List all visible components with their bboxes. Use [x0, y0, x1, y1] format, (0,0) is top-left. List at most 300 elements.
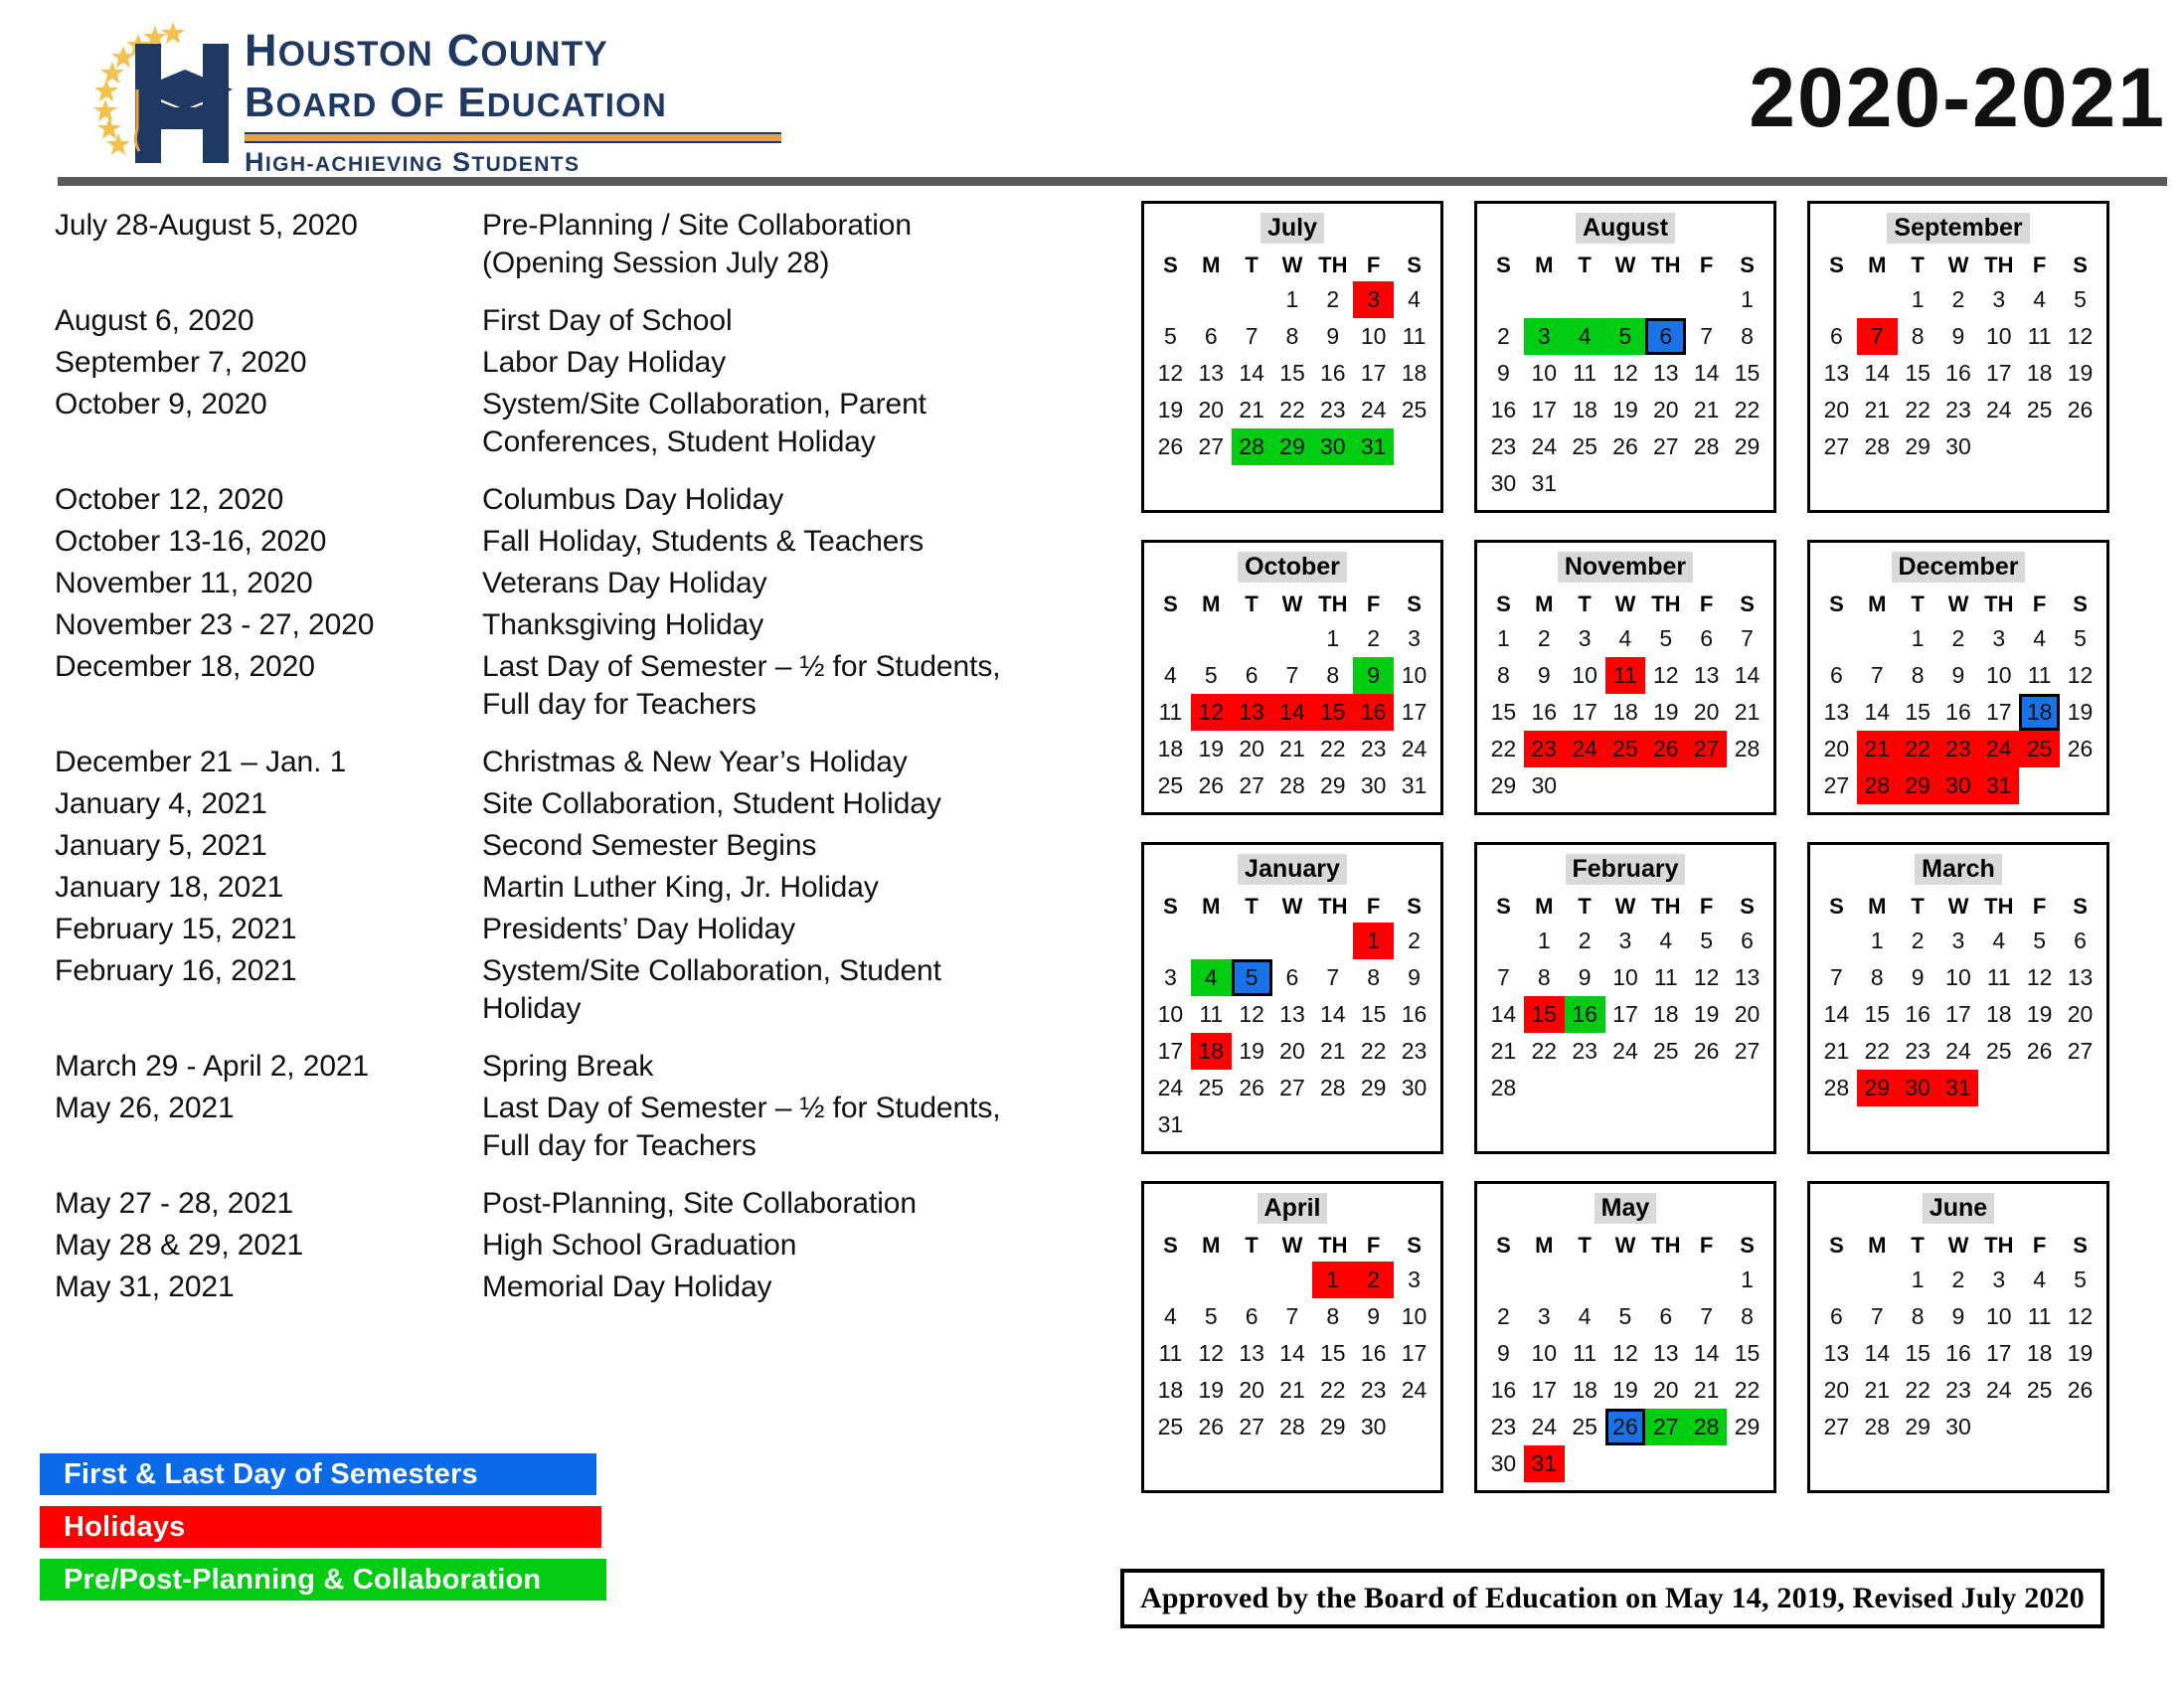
day-cell: 30 [1531, 772, 1558, 798]
day-cell: 31 [1524, 1445, 1565, 1482]
event-date: July 28-August 5, 2020 [55, 209, 358, 242]
week-row [1483, 996, 1767, 1033]
event-row [55, 744, 1108, 781]
day-cell: 2 [1911, 928, 1925, 953]
day-cell-empty [1150, 923, 1191, 959]
event-date: December 18, 2020 [55, 650, 315, 683]
day-cell: 12 [2067, 323, 2094, 349]
event-date: May 28 & 29, 2021 [55, 1229, 304, 1262]
week-row [1483, 428, 1767, 465]
event-row [55, 648, 1108, 724]
week-row [1816, 1335, 2100, 1372]
week-row [1150, 355, 1434, 392]
day-cell: 14 [1823, 1001, 1850, 1027]
day-cell: 7 [1497, 964, 1510, 990]
weekday-header: S [2073, 591, 2088, 616]
day-cell: 7 [1741, 625, 1754, 651]
day-cell: 24 [1531, 433, 1558, 459]
weekday-header: M [1868, 1233, 1887, 1258]
day-cell: 5 [2074, 625, 2087, 651]
weekday-header: T [1245, 894, 1259, 919]
day-cell: 11 [2027, 323, 2052, 349]
day-cell: 18 [2019, 694, 2060, 731]
day-cell: 16 [1531, 699, 1558, 725]
week-row [1816, 923, 2100, 959]
month-name: August [1576, 213, 1675, 244]
event-date: December 21 – Jan. 1 [55, 746, 347, 778]
day-cell: 3 [1618, 928, 1632, 953]
month-february [1474, 842, 1776, 1154]
legend-item-semester [40, 1453, 596, 1495]
day-cell-empty [1645, 1262, 1686, 1298]
weekday-header: TH [1984, 591, 2014, 616]
day-cell: 8 [1870, 964, 1884, 990]
day-cell: 5 [2074, 286, 2087, 312]
day-cell: 26 [1605, 1409, 1646, 1445]
legend-item-holiday [40, 1506, 601, 1548]
week-row [1150, 1298, 1434, 1335]
day-cell-empty [1686, 1445, 1727, 1482]
day-cell: 15 [1734, 1340, 1761, 1366]
day-cell: 12 [1653, 662, 1679, 688]
day-cell: 19 [1198, 1377, 1225, 1403]
event-description: System/Site Collaboration, Parent Conferences, Student Holiday [482, 388, 926, 458]
day-cell-empty [2019, 1409, 2060, 1445]
day-cell: 18 [1401, 360, 1428, 386]
day-cell-empty [1524, 281, 1565, 318]
day-cell: 9 [1951, 1303, 1965, 1329]
month-november [1474, 540, 1776, 815]
week-row [1816, 657, 2100, 694]
day-cell: 21 [1279, 1377, 1305, 1403]
day-cell: 14 [1320, 1001, 1346, 1027]
month-grid [1141, 201, 2110, 1520]
day-cell: 16 [1490, 1377, 1517, 1403]
day-cell: 9 [1951, 662, 1965, 688]
weekday-header: T [1578, 1233, 1592, 1258]
day-cell: 25 [2019, 731, 2060, 767]
day-cell: 19 [2026, 1001, 2053, 1027]
day-cell-empty [1816, 1262, 1857, 1298]
event-description: Last Day of Semester – ½ for Students, Full day for Teachers [482, 1092, 1001, 1162]
day-cell: 7 [1245, 323, 1259, 349]
month-table [1483, 1230, 1767, 1482]
day-cell-empty [1232, 1106, 1272, 1143]
day-cell: 27 [1823, 772, 1850, 798]
weekday-header-row [1483, 589, 1767, 620]
day-cell: 14 [1490, 1001, 1517, 1027]
day-cell: 21 [1320, 1038, 1346, 1064]
day-cell: 12 [1157, 360, 1184, 386]
week-row [1483, 1262, 1767, 1298]
day-cell: 29 [1734, 1414, 1761, 1439]
month-row [1141, 842, 2110, 1154]
day-cell: 9 [1537, 662, 1551, 688]
weekday-header: W [1947, 253, 1969, 277]
day-cell: 5 [2033, 928, 2047, 953]
day-cell: 28 [1857, 767, 1898, 804]
day-cell: 1 [1911, 625, 1925, 651]
day-cell: 30 [1945, 1414, 1971, 1439]
day-cell: 11 [1986, 964, 2011, 990]
weekday-header: W [1947, 591, 1969, 616]
week-row [1816, 355, 2100, 392]
day-cell: 14 [1864, 699, 1891, 725]
day-cell-empty [1394, 1409, 1434, 1445]
day-cell: 28 [1693, 433, 1720, 459]
event-row [55, 1090, 1108, 1165]
day-cell-empty [1645, 1070, 1686, 1106]
day-cell: 7 [1857, 318, 1898, 355]
event-description: Thanksgiving Holiday [482, 608, 764, 641]
weekday-header: W [1281, 591, 1303, 616]
day-cell-empty [1686, 1070, 1727, 1106]
day-cell-empty [1272, 1106, 1313, 1143]
day-cell: 21 [1693, 397, 1720, 422]
weekday-header-row [1150, 891, 1434, 923]
day-cell: 6 [1645, 318, 1686, 355]
day-cell: 14 [1239, 360, 1264, 386]
day-cell: 12 [1191, 694, 1232, 731]
day-cell: 21 [1239, 397, 1264, 422]
day-cell-empty [1565, 465, 1605, 502]
day-cell: 6 [1245, 1303, 1259, 1329]
day-cell: 9 [1951, 323, 1965, 349]
day-cell: 5 [2074, 1266, 2087, 1292]
month-table [1483, 589, 1767, 804]
day-cell: 27 [1653, 433, 1679, 459]
weekday-header-row [1150, 250, 1434, 281]
day-cell: 7 [1326, 964, 1340, 990]
weekday-header-row [1483, 250, 1767, 281]
weekday-header: F [2032, 591, 2047, 616]
event-description: Labor Day Holiday [482, 346, 727, 379]
month-title [1483, 1193, 1767, 1223]
day-cell: 1 [1497, 625, 1510, 651]
day-cell: 10 [1401, 1303, 1428, 1329]
day-cell: 1 [1537, 928, 1551, 953]
day-cell: 10 [1572, 662, 1597, 688]
week-row [1150, 731, 1434, 767]
weekday-header: TH [1984, 1233, 2014, 1258]
day-cell: 18 [1191, 1033, 1232, 1070]
month-row [1141, 201, 2110, 513]
month-july [1141, 201, 1443, 513]
day-cell: 25 [1572, 433, 1597, 459]
weekday-header: S [1407, 894, 1422, 919]
weekday-header: T [1578, 591, 1592, 616]
day-cell-empty [1605, 281, 1646, 318]
day-cell: 27 [2067, 1038, 2094, 1064]
day-cell-empty [1150, 281, 1191, 318]
week-row [1150, 318, 1434, 355]
day-cell: 11 [1199, 1001, 1224, 1027]
day-cell: 15 [1905, 1340, 1931, 1366]
day-cell-empty [1191, 620, 1232, 657]
day-cell: 6 [1830, 1303, 1843, 1329]
weekday-header: W [1947, 1233, 1969, 1258]
day-cell: 12 [2026, 964, 2053, 990]
month-march [1807, 842, 2109, 1154]
day-cell: 11 [1402, 323, 1427, 349]
day-cell: 12 [2067, 662, 2094, 688]
day-cell-empty [1816, 923, 1857, 959]
day-cell: 5 [1204, 1303, 1218, 1329]
weekday-header: TH [1318, 894, 1348, 919]
day-cell: 23 [1360, 1377, 1387, 1403]
day-cell: 13 [1239, 1340, 1264, 1366]
legend [40, 1453, 636, 1611]
day-cell-empty [1565, 1070, 1605, 1106]
weekday-header: M [1535, 591, 1554, 616]
event-row [55, 1185, 1108, 1223]
month-title [1150, 854, 1434, 884]
day-cell: 24 [1612, 1038, 1638, 1064]
weekday-header: T [1578, 894, 1592, 919]
month-table [1150, 1230, 1434, 1445]
event-list [55, 207, 1108, 1310]
weekday-header: M [1868, 253, 1887, 277]
day-cell: 19 [1239, 1038, 1264, 1064]
day-cell: 28 [1232, 428, 1272, 465]
month-row [1141, 1181, 2110, 1493]
day-cell: 13 [1693, 662, 1720, 688]
day-cell: 28 [1734, 736, 1761, 761]
day-cell: 23 [1320, 397, 1346, 422]
day-cell: 12 [1239, 1001, 1264, 1027]
day-cell-empty [1394, 1106, 1434, 1143]
day-cell: 26 [1239, 1075, 1264, 1100]
day-cell: 2 [1578, 928, 1592, 953]
weekday-header-row [1150, 1230, 1434, 1262]
month-title [1816, 213, 2100, 243]
day-cell: 23 [1524, 731, 1565, 767]
weekday-header-row [1816, 891, 2100, 923]
day-cell: 23 [1945, 397, 1971, 422]
day-cell: 24 [1986, 1377, 2012, 1403]
event-row [55, 344, 1108, 382]
weekday-header: W [1281, 1233, 1303, 1258]
weekday-header: F [2032, 1233, 2047, 1258]
day-cell: 15 [1864, 1001, 1891, 1027]
week-row [1816, 694, 2100, 731]
event-description: Presidents’ Day Holiday [482, 913, 796, 945]
day-cell: 17 [1531, 1377, 1558, 1403]
day-cell: 13 [1653, 360, 1679, 386]
month-title [1150, 1193, 1434, 1223]
day-cell: 18 [1572, 1377, 1597, 1403]
day-cell: 9 [1326, 323, 1340, 349]
day-cell: 26 [2067, 397, 2094, 422]
day-cell: 4 [2033, 625, 2047, 651]
day-cell: 19 [1612, 1377, 1638, 1403]
month-table [1483, 250, 1767, 502]
day-cell: 24 [1565, 731, 1605, 767]
weekday-header: S [1829, 253, 1844, 277]
day-cell: 31 [1157, 1111, 1184, 1137]
weekday-header: TH [1318, 1233, 1348, 1258]
day-cell-empty [1727, 767, 1767, 804]
week-row [1483, 694, 1767, 731]
day-cell: 16 [1353, 694, 1394, 731]
day-cell: 18 [1157, 1377, 1184, 1403]
week-row [1150, 1033, 1434, 1070]
day-cell: 13 [1823, 699, 1850, 725]
day-cell: 6 [1741, 928, 1754, 953]
day-cell-empty [1524, 1262, 1565, 1298]
day-cell: 20 [1198, 397, 1225, 422]
week-row [1150, 1070, 1434, 1106]
day-cell: 24 [1360, 397, 1387, 422]
day-cell: 8 [1537, 964, 1551, 990]
day-cell: 19 [2067, 1340, 2094, 1366]
week-row [1816, 996, 2100, 1033]
day-cell: 17 [1360, 360, 1387, 386]
event-date: May 31, 2021 [55, 1270, 235, 1303]
day-cell: 17 [1401, 699, 1428, 725]
event-date: January 5, 2021 [55, 829, 267, 862]
week-row [1483, 392, 1767, 428]
event-date: March 29 - April 2, 2021 [55, 1050, 370, 1083]
event-date: October 9, 2020 [55, 388, 267, 421]
event-description: Martin Luther King, Jr. Holiday [482, 871, 879, 904]
event-date: May 26, 2021 [55, 1092, 235, 1124]
day-cell: 17 [1401, 1340, 1428, 1366]
weekday-header: S [1496, 1233, 1511, 1258]
day-cell: 22 [1531, 1038, 1558, 1064]
logo-mark-icon [78, 18, 237, 165]
day-cell-empty [1191, 923, 1232, 959]
day-cell-empty [1483, 281, 1524, 318]
day-cell-empty [1312, 1106, 1353, 1143]
month-name: July [1260, 213, 1324, 244]
day-cell: 1 [1326, 625, 1340, 651]
day-cell: 20 [1653, 1377, 1679, 1403]
day-cell: 29 [1272, 428, 1313, 465]
day-cell: 25 [2026, 1377, 2053, 1403]
month-name: November [1558, 552, 1693, 583]
day-cell: 1 [1911, 286, 1925, 312]
day-cell: 3 [1992, 286, 2006, 312]
day-cell: 6 [1245, 662, 1259, 688]
week-row [1816, 392, 2100, 428]
event-date: November 11, 2020 [55, 567, 313, 599]
month-table [1816, 250, 2100, 465]
day-cell: 16 [1945, 1340, 1971, 1366]
day-cell-empty [1191, 1262, 1232, 1298]
day-cell: 8 [1911, 1303, 1925, 1329]
weekday-header-row [1816, 589, 2100, 620]
day-cell-empty [1191, 1106, 1232, 1143]
day-cell-empty [1605, 465, 1646, 502]
week-row [1483, 318, 1767, 355]
day-cell: 30 [1945, 433, 1971, 459]
day-cell: 11 [2027, 1303, 2052, 1329]
day-cell: 4 [1659, 928, 1673, 953]
day-cell-empty [2060, 767, 2100, 804]
day-cell: 4 [1164, 662, 1177, 688]
day-cell: 3 [1992, 625, 2006, 651]
day-cell: 10 [1531, 360, 1558, 386]
weekday-header: M [1535, 894, 1554, 919]
week-row [1816, 428, 2100, 465]
day-cell: 22 [1864, 1038, 1891, 1064]
weekday-header: T [1911, 253, 1925, 277]
day-cell: 30 [1490, 1450, 1517, 1476]
day-cell: 4 [1164, 1303, 1177, 1329]
event-description: High School Graduation [482, 1229, 797, 1262]
day-cell: 3 [1537, 1303, 1551, 1329]
weekday-header: S [2073, 253, 2088, 277]
day-cell: 3 [1524, 318, 1565, 355]
day-cell: 16 [1320, 360, 1346, 386]
week-row [1150, 923, 1434, 959]
day-cell: 27 [1239, 1414, 1264, 1439]
day-cell: 30 [1312, 428, 1353, 465]
day-cell: 2 [1353, 1262, 1394, 1298]
event-description: Memorial Day Holiday [482, 1270, 772, 1303]
weekday-header: TH [1651, 253, 1681, 277]
day-cell: 23 [1490, 1414, 1517, 1439]
month-name: April [1258, 1193, 1328, 1224]
day-cell: 10 [1531, 1340, 1558, 1366]
day-cell: 15 [1524, 996, 1565, 1033]
weekday-header: S [1740, 253, 1755, 277]
week-row [1483, 1372, 1767, 1409]
day-cell: 2 [1951, 625, 1965, 651]
legend-label: Pre/Post-Planning & Collaboration [64, 1563, 542, 1596]
day-cell: 15 [1320, 1340, 1346, 1366]
week-row [1483, 465, 1767, 502]
day-cell: 11 [2027, 662, 2052, 688]
day-cell: 21 [1857, 731, 1898, 767]
day-cell-empty [2060, 428, 2100, 465]
event-row [55, 911, 1108, 948]
district-logo [78, 18, 793, 177]
day-cell: 21 [1693, 1377, 1720, 1403]
weekday-header: W [1614, 591, 1636, 616]
weekday-header: M [1868, 894, 1887, 919]
weekday-header: F [1699, 591, 1714, 616]
day-cell: 11 [1158, 699, 1183, 725]
day-cell: 3 [1408, 1266, 1421, 1292]
day-cell: 10 [1945, 964, 1971, 990]
month-table [1816, 891, 2100, 1106]
day-cell: 28 [1279, 772, 1305, 798]
day-cell: 4 [2033, 1266, 2047, 1292]
logo-line-tagline: HIGH-ACHIEVING STUDENTS [245, 147, 581, 177]
day-cell: 13 [1823, 360, 1850, 386]
day-cell: 1 [1353, 923, 1394, 959]
day-cell: 27 [1198, 433, 1225, 459]
day-cell: 25 [1572, 1414, 1597, 1439]
event-description: Pre-Planning / Site Collaboration (Opening Session July 28) [482, 209, 912, 279]
day-cell: 20 [1734, 1001, 1761, 1027]
day-cell-empty [1312, 923, 1353, 959]
week-row [1150, 1372, 1434, 1409]
weekday-header: T [1245, 1233, 1259, 1258]
day-cell: 24 [1978, 731, 2019, 767]
day-cell: 20 [1653, 397, 1679, 422]
day-cell: 19 [2067, 360, 2094, 386]
day-cell: 30 [1490, 470, 1517, 496]
day-cell: 25 [1605, 731, 1646, 767]
day-cell: 26 [2067, 736, 2094, 761]
weekday-header-row [1816, 250, 2100, 281]
day-cell-empty [1483, 923, 1524, 959]
day-cell: 29 [1360, 1075, 1387, 1100]
event-description: Spring Break [482, 1050, 654, 1083]
